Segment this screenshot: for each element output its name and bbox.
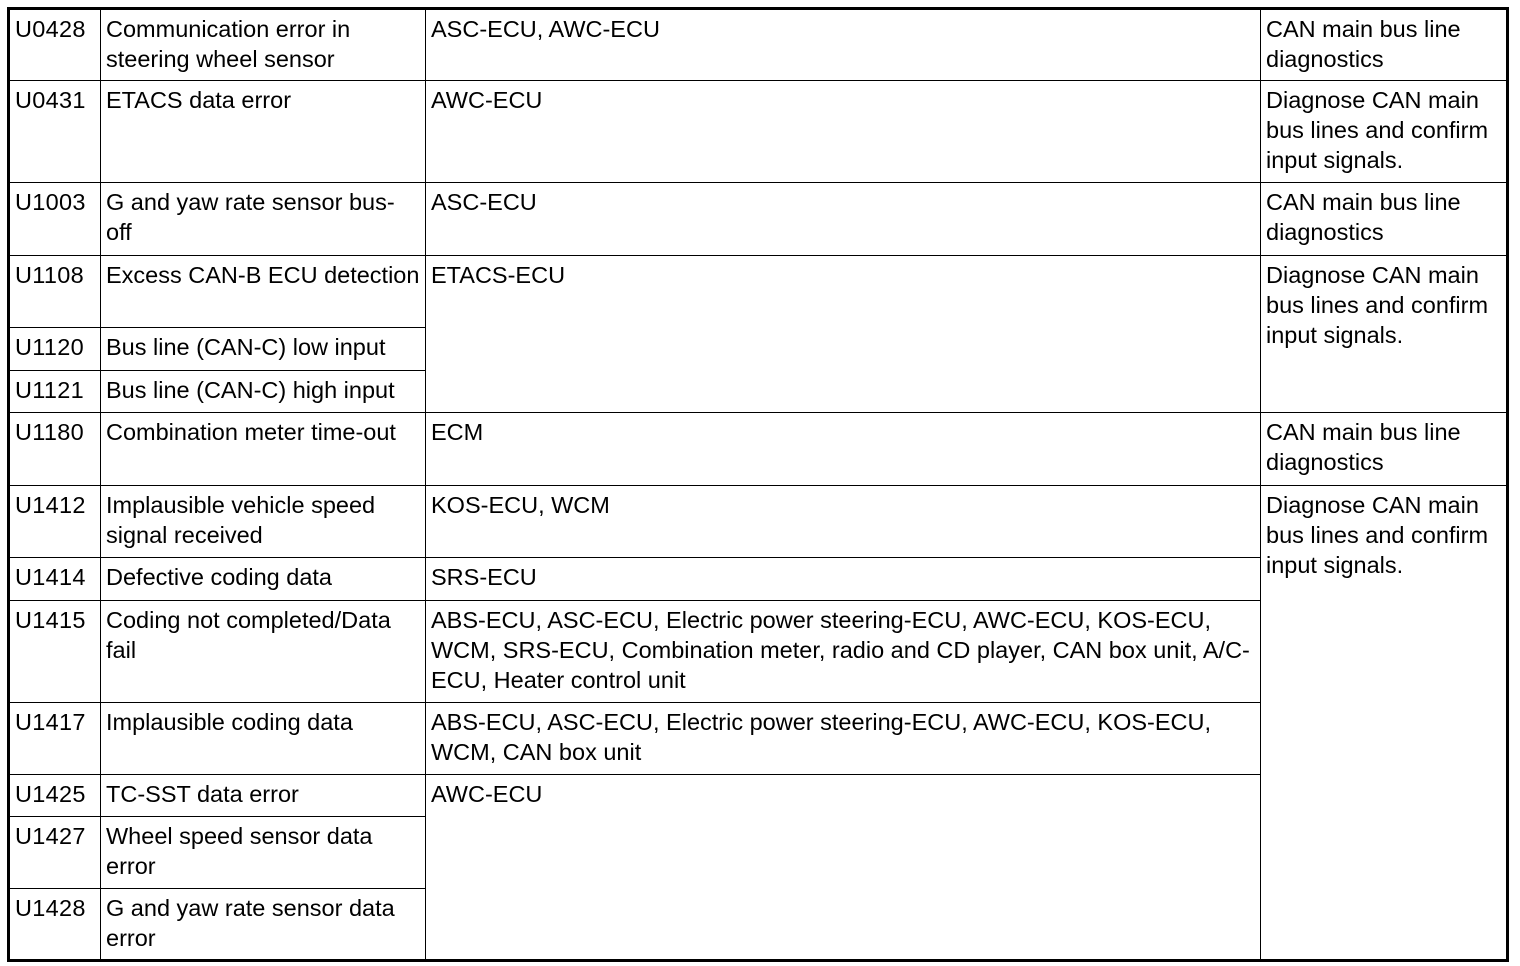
dtc-code: U1003 [9,183,101,256]
dtc-code: U1425 [9,775,101,817]
dtc-description: Combination meter time-out [101,413,426,486]
dtc-description: Coding not completed/Data fail [101,601,426,703]
dtc-description: TC-SST data error [101,775,426,817]
dtc-code: U0428 [9,9,101,81]
dtc-description: Implausible coding data [101,703,426,775]
table-row [9,256,1508,328]
dtc-description: G and yaw rate sensor data error [101,889,426,961]
dtc-code: U1412 [9,486,101,558]
related-ecu: ABS-ECU, ASC-ECU, Electric power steering-ECU, AWC-ECU, KOS-ECU, WCM, CAN box unit [426,703,1261,775]
dtc-description: Implausible vehicle speed signal received [101,486,426,558]
dtc-code: U0431 [9,81,101,183]
dtc-code: U1428 [9,889,101,961]
dtc-description: Wheel speed sensor data error [101,817,426,889]
remedy: Diagnose CAN main bus lines and confirm input signals. [1261,81,1508,183]
table-row [9,9,1508,81]
related-ecu: ASC-ECU, AWC-ECU [426,9,1261,81]
related-ecu: ASC-ECU [426,183,1261,256]
dtc-description: Communication error in steering wheel sensor [101,9,426,81]
remedy: CAN main bus line diagnostics [1261,413,1508,486]
dtc-code: U1108 [9,256,101,328]
dtc-code: U1121 [9,371,101,413]
related-ecu: ABS-ECU, ASC-ECU, Electric power steering-ECU, AWC-ECU, KOS-ECU, WCM, SRS-ECU, Combination meter, radio and CD player, CAN box unit, A/C-ECU, Heater control unit [426,601,1261,703]
related-ecu: ETACS-ECU [426,256,1261,413]
dtc-code: U1427 [9,817,101,889]
remedy: CAN main bus line diagnostics [1261,9,1508,81]
dtc-description: Bus line (CAN-C) high input [101,371,426,413]
dtc-table [7,7,1509,962]
dtc-description: G and yaw rate sensor bus-off [101,183,426,256]
table-row [9,183,1508,256]
table-row [9,486,1508,558]
dtc-code: U1415 [9,601,101,703]
dtc-code: U1120 [9,328,101,371]
remedy: CAN main bus line diagnostics [1261,183,1508,256]
dtc-description: Bus line (CAN-C) low input [101,328,426,371]
related-ecu: AWC-ECU [426,775,1261,961]
dtc-description: Defective coding data [101,558,426,601]
table-row [9,81,1508,183]
related-ecu: AWC-ECU [426,81,1261,183]
remedy: Diagnose CAN main bus lines and confirm input signals. [1261,486,1508,961]
dtc-code: U1414 [9,558,101,601]
dtc-description: Excess CAN-B ECU detection [101,256,426,328]
table-row [9,413,1508,486]
dtc-description: ETACS data error [101,81,426,183]
remedy: Diagnose CAN main bus lines and confirm input signals. [1261,256,1508,413]
related-ecu: SRS-ECU [426,558,1261,601]
dtc-code: U1417 [9,703,101,775]
related-ecu: ECM [426,413,1261,486]
related-ecu: KOS-ECU, WCM [426,486,1261,558]
dtc-code: U1180 [9,413,101,486]
